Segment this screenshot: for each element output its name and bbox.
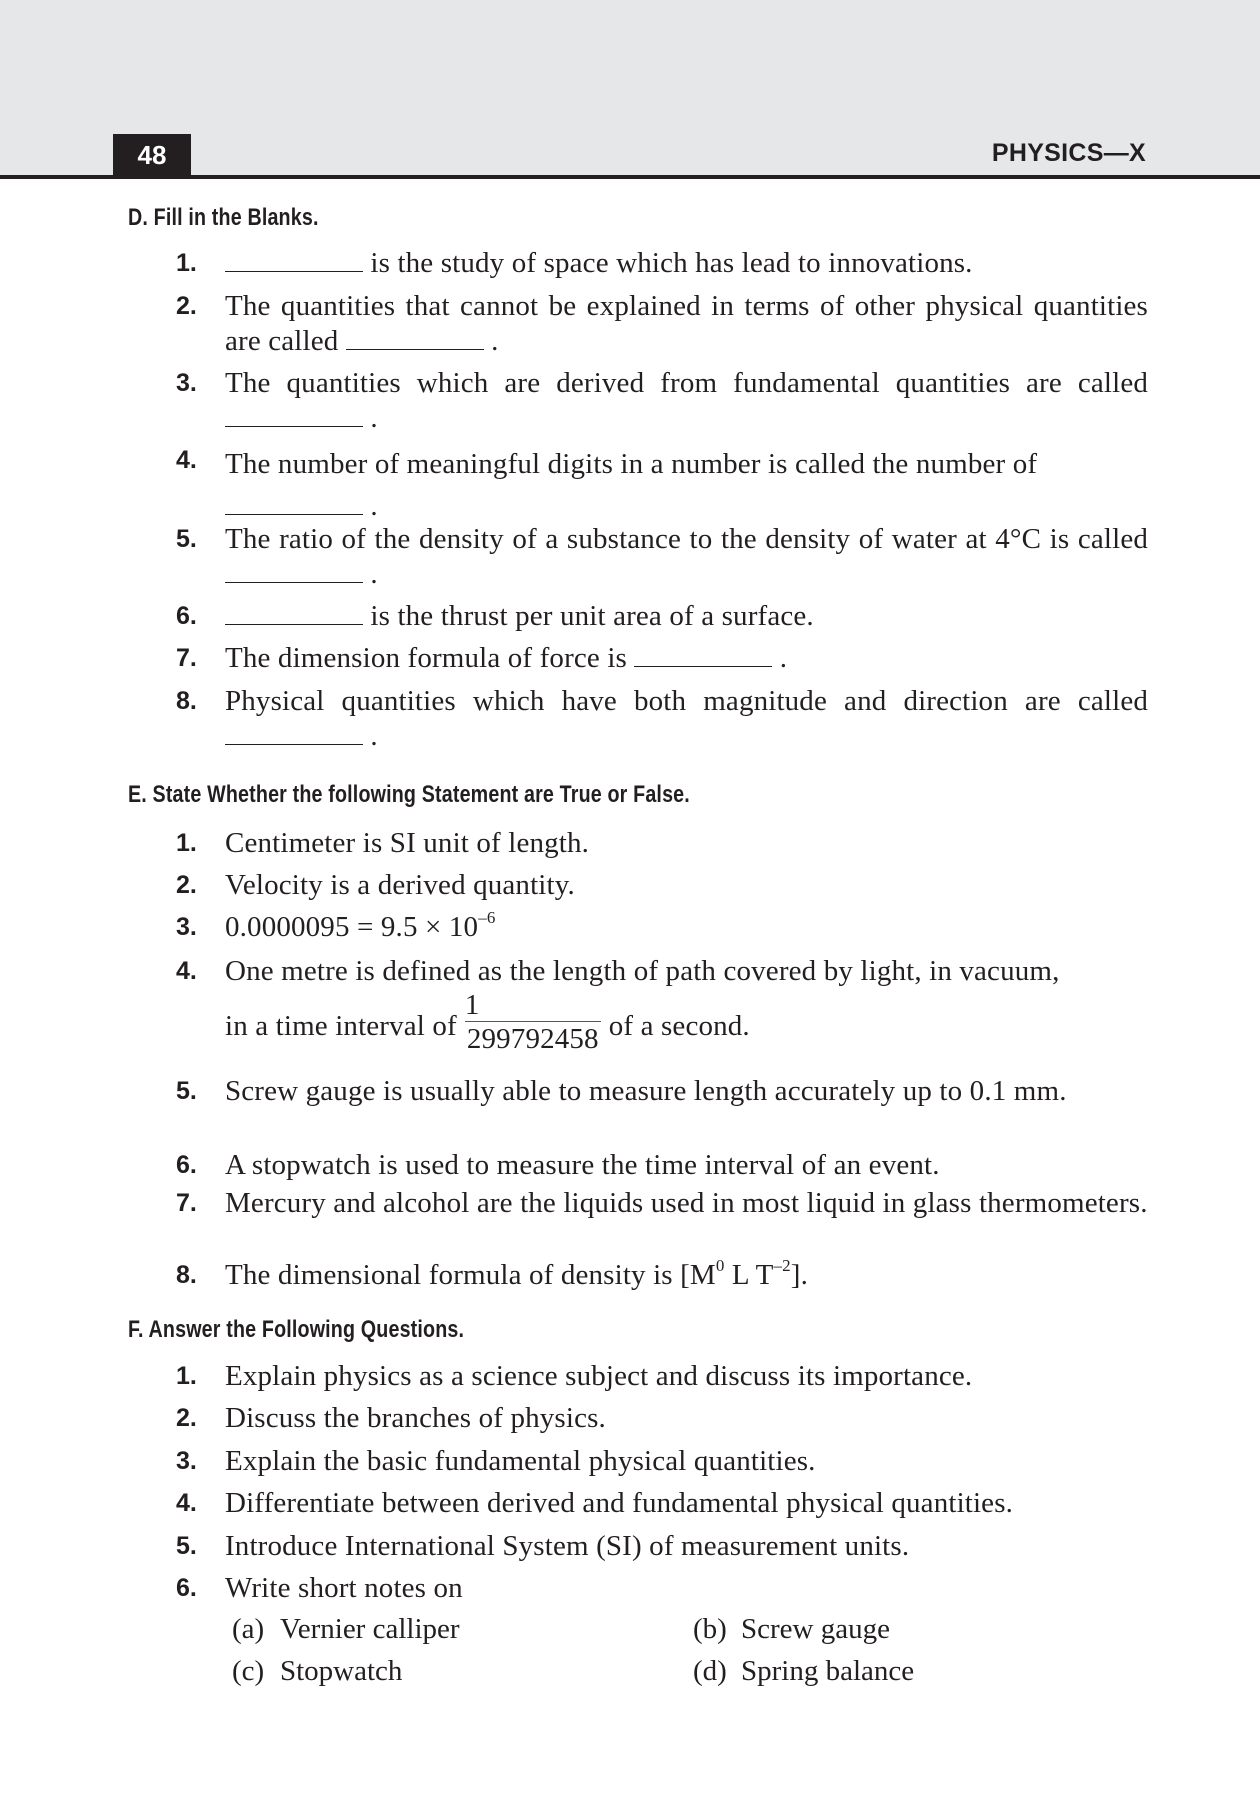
question-item-6 — [176, 1571, 1148, 1606]
fill-blank-item-6 — [176, 599, 1148, 634]
item-text-mid: L T — [724, 1259, 774, 1291]
subitem-b — [693, 1613, 890, 1646]
subitem-text: Spring balance — [741, 1655, 915, 1687]
item-number: 1. — [176, 1362, 197, 1390]
true-false-item-8 — [176, 1258, 1148, 1293]
true-false-item-5 — [176, 1074, 1148, 1109]
question-item-5 — [176, 1529, 1148, 1564]
true-false-item-1 — [176, 826, 1148, 861]
subitem-text: Vernier calliper — [280, 1613, 460, 1645]
item-number: 2. — [176, 292, 197, 320]
item-number: 7. — [176, 644, 197, 672]
item-number: 6. — [176, 1574, 197, 1602]
question-item-4 — [176, 1486, 1148, 1521]
subitem-label: (b) — [693, 1613, 727, 1645]
item-text: The quantities that cannot be explained in terms of other physical quantities are called — [225, 290, 1148, 357]
item-text: 0.0000095 = 9.5 × 10 — [225, 911, 479, 943]
fill-blank-item-2 — [176, 289, 1148, 359]
item-text: The dimensional formula of density is [M — [225, 1259, 716, 1291]
item-text: Mercury and alcohol are the liquids used in most liquid in glass thermometers. — [225, 1187, 1148, 1219]
item-text: is the study of space which has lead to innovations. — [363, 247, 973, 279]
exponent: –6 — [478, 908, 496, 928]
item-text-end: . — [363, 402, 378, 434]
item-number: 2. — [176, 1404, 197, 1432]
item-number: 3. — [176, 369, 197, 397]
answer-blank — [225, 743, 363, 745]
item-text: The quantities which are derived from fundamental quantities are called — [225, 367, 1148, 399]
item-text-end: . — [483, 325, 499, 357]
item-number: 8. — [176, 687, 197, 715]
section-e-title: E. State Whether the following Statement are True or False. — [128, 781, 690, 808]
question-item-3 — [176, 1444, 1148, 1479]
answer-blank — [225, 270, 363, 272]
exponent-m: 0 — [715, 1256, 725, 1276]
item-text: The number of meaningful digits in a number is called the number of — [225, 448, 1038, 480]
subitem-label: (d) — [693, 1655, 727, 1687]
item-text: The dimension formula of force is — [225, 642, 635, 674]
item-text: One metre is defined as the length of path covered by light, in vacuum, — [225, 955, 1060, 987]
item-text: Screw gauge is usually able to measure length accurately up to 0.1 mm. — [225, 1075, 1067, 1107]
subitem-a — [232, 1613, 460, 1646]
fill-blank-item-4 — [176, 443, 1148, 527]
answer-blank — [225, 425, 363, 427]
item-number: 1. — [176, 249, 197, 277]
item-text-end: . — [772, 642, 788, 674]
section-d-title: D. Fill in the Blanks. — [128, 204, 319, 231]
exponent-t: –2 — [773, 1256, 791, 1276]
item-number: 2. — [176, 871, 197, 899]
item-number: 5. — [176, 525, 197, 553]
subitem-text: Screw gauge — [741, 1613, 890, 1645]
item-number: 5. — [176, 1532, 197, 1560]
item-text: Centimeter is SI unit of length. — [225, 827, 590, 859]
item-number: 1. — [176, 829, 197, 857]
answer-blank — [225, 581, 363, 583]
item-text: Explain the basic fundamental physical quantities. — [225, 1445, 816, 1477]
item-text: A stopwatch is used to measure the time interval of an event. — [225, 1149, 940, 1181]
subitem-d — [693, 1655, 914, 1688]
item-number: 4. — [176, 1489, 197, 1517]
item-number: 8. — [176, 1261, 197, 1289]
answer-blank — [634, 665, 772, 667]
item-text-end: ]. — [790, 1259, 808, 1291]
page-number: 48 — [113, 134, 191, 176]
true-false-item-3 — [176, 910, 1148, 945]
item-text-end: . — [363, 558, 378, 590]
item-text: The ratio of the density of a substance to the density of water at 4°C is called — [225, 523, 1148, 555]
item-text: Differentiate between derived and fundamental physical quantities. — [225, 1487, 1014, 1519]
answer-blank — [225, 513, 363, 515]
running-head: PHYSICS—X — [991, 139, 1146, 167]
item-number: 3. — [176, 1447, 197, 1475]
item-text: Discuss the branches of physics. — [225, 1402, 606, 1434]
true-false-item-2 — [176, 868, 1148, 903]
item-text: Write short notes on — [225, 1572, 463, 1604]
item-text-end: . — [363, 720, 378, 752]
item-number: 7. — [176, 1189, 197, 1217]
subitem-label: (a) — [232, 1613, 265, 1645]
item-text: Physical quantities which have both magnitude and direction are called — [225, 685, 1148, 717]
subitem-text: Stopwatch — [280, 1655, 403, 1687]
item-number: 5. — [176, 1077, 197, 1105]
item-text: Velocity is a derived quantity. — [225, 869, 575, 901]
answer-blank — [346, 348, 484, 350]
item-text: Explain physics as a science subject and discuss its importance. — [225, 1360, 973, 1392]
item-text-line2-end: of a second. — [608, 1010, 750, 1043]
true-false-item-7 — [176, 1186, 1148, 1221]
item-number: 4. — [176, 957, 197, 985]
section-f-title: F. Answer the Following Questions. — [128, 1316, 465, 1343]
item-number: 6. — [176, 602, 197, 630]
item-number: 4. — [176, 446, 197, 474]
fill-blank-item-7 — [176, 641, 1148, 676]
question-item-1 — [176, 1359, 1148, 1394]
true-false-item-6 — [176, 1148, 1148, 1183]
item-text-line2: in a time interval of — [225, 1010, 457, 1043]
fill-blank-item-3 — [176, 366, 1148, 436]
fill-blank-item-5 — [176, 522, 1148, 592]
fraction-numerator: 1 — [464, 989, 480, 1021]
fraction-denominator: 299792458 — [466, 1023, 599, 1055]
fill-blank-item-8 — [176, 684, 1148, 754]
question-item-2 — [176, 1401, 1148, 1436]
answer-blank — [225, 623, 363, 625]
true-false-item-4 — [176, 954, 1148, 1062]
fraction — [465, 989, 601, 1056]
fill-blank-item-1 — [176, 246, 1148, 281]
subitem-label: (c) — [232, 1655, 265, 1687]
item-text-end: . — [363, 490, 378, 522]
subitem-c — [232, 1655, 402, 1688]
item-text: Introduce International System (SI) of measurement units. — [225, 1530, 910, 1562]
item-number: 3. — [176, 913, 197, 941]
item-number: 6. — [176, 1151, 197, 1179]
item-text: is the thrust per unit area of a surface. — [363, 600, 814, 632]
